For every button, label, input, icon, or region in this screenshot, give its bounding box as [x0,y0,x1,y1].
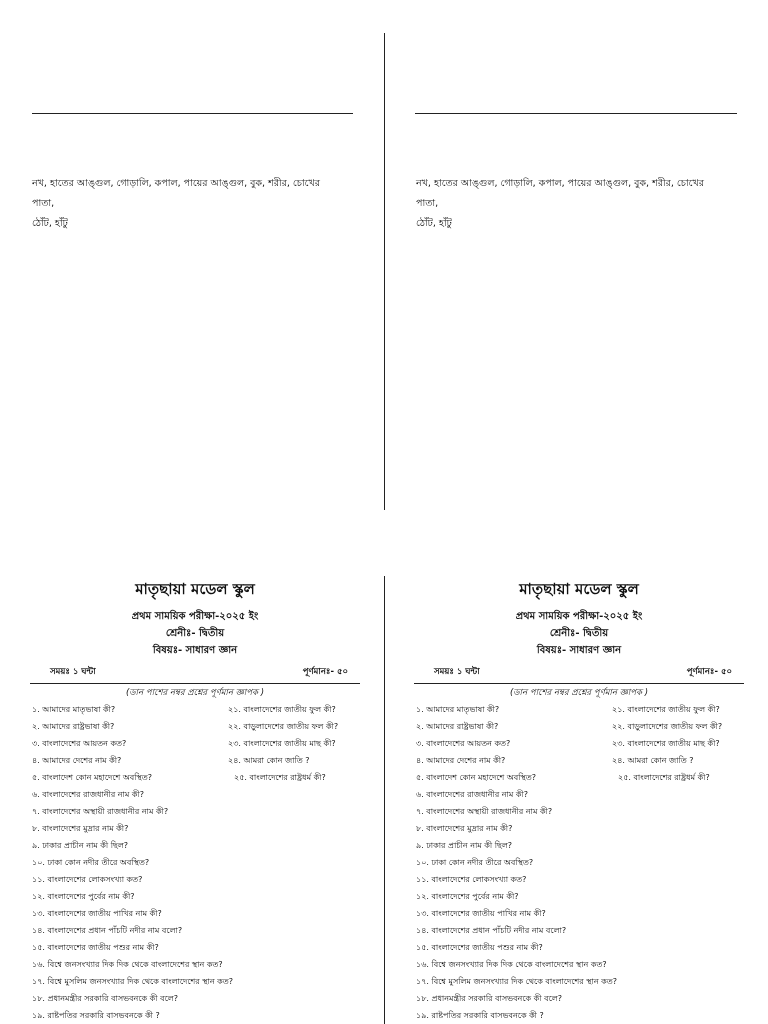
question-item: ১৬. বিশ্বে জনসংখ্যার দিক দিক থেকে বাংলাদেশের স্থান কত? [416,960,607,969]
question-item: ২৫. বাংলাদেশের রাষ্ট্রধর্ম কী? [618,773,710,782]
question-item: ৭. বাংলাদেশের অস্থায়ী রাজধানীর নাম কী? [32,807,169,816]
exam-title: প্রথম সাময়িক পরীক্ষা-২০২৫ ইং [515,611,643,622]
question-item: ১৩. বাংলাদেশের জাতীয় পাখির নাম কী? [416,909,546,918]
meta-row [30,659,360,681]
exam-title: প্রথম সাময়িক পরীক্ষা-২০২৫ ইং [131,611,259,622]
time-label: সময়ঃ ১ ঘন্টা [50,667,96,677]
question-item: ৬. বাংলাদেশের রাজধানীর নাম কী? [416,790,528,799]
question-item: ৮. বাংলাদেশের মুদ্রার নাম কী? [32,824,129,833]
marks-note: (ডান পাশের নম্বর প্রশ্নের পূর্ণমান জ্ঞাপক ) [125,688,265,698]
top-note-line1: নখ, হাতের আঙ্গুল, গোড়ালি, কপাল, পায়ের আঙ্গুল, বুক, শরীর, চোখের পাতা, [416,178,704,209]
marks-note: (ডান পাশের নম্বর প্রশ্নের পূর্ণমান জ্ঞাপক ) [509,688,649,698]
question-item: ২. আমাদের রাষ্ট্রভাষা কী? [32,722,115,731]
question-item: ১৫. বাংলাদেশের জাতীয় পশুর নাম কী? [32,943,159,952]
exam-paper-left [30,578,360,1020]
top-note-line2: ঠোঁট, হাঁটু [32,218,68,229]
question-item: ২৪. আমরা কোন জাতি ? [612,756,694,765]
time-label: সময়ঃ ১ ঘন্টা [434,667,480,677]
question-item: ২৪. আমরা কোন জাতি ? [228,756,310,765]
top-note-right [416,174,726,234]
question-item: ১২. বাংলাদেশের পুর্বের নাম কী? [416,892,519,901]
top-note-left [32,174,342,234]
class-line: শ্রেনীঃ- দ্বিতীয় [165,628,225,639]
question-item: ১১. বাংলাদেশের লোকসংখ্যা কত? [32,875,143,884]
question-item: ৩. বাংলাদেশের আয়তন কত? [416,739,511,748]
meta-row [414,659,744,681]
bottom-divider [384,576,385,1024]
question-item: ১. আমাদের মাতৃভাষা কী? [32,705,116,714]
question-item: ২২. বাড়ুলাদেশের জাতীয় ফল কী? [612,722,723,731]
question-item: ১. আমাদের মাতৃভাষা কী? [416,705,500,714]
question-item: ৩. বাংলাদেশের আয়তন কত? [32,739,127,748]
subject-line: বিষয়ঃ- সাধারণ জ্ঞান [152,645,238,656]
class-line: শ্রেনীঃ- দ্বিতীয় [549,628,609,639]
question-item: ১৩. বাংলাদেশের জাতীয় পাখির নাম কী? [32,909,162,918]
question-item: ১৫. বাংলাদেশের জাতীয় পশুর নাম কী? [416,943,543,952]
question-item: ১১. বাংলাদেশের লোকসংখ্যা কত? [416,875,527,884]
top-rule-right [415,113,737,114]
question-item: ১৬. বিশ্বে জনসংখ্যার দিক দিক থেকে বাংলাদেশের স্থান কত? [32,960,223,969]
top-rule-left [32,113,353,114]
question-item: ৪. আমাদের দেশের নাম কী? [32,756,122,765]
meta-rule [30,683,360,684]
question-item: ৫. বাংলাদেশ কোন মহাদেশে অবস্থিত? [32,773,153,782]
question-item: ৫. বাংলাদেশ কোন মহাদেশে অবস্থিত? [416,773,537,782]
question-item: ১৭. বিশ্বে মুসলিম জনসংখ্যার দিক থেকে বাংলাদেশের স্থান কত? [416,977,618,986]
question-item: ৯. ঢাকার প্রাচীন নাম কী ছিল? [416,841,513,850]
full-marks-label: পূর্ণমানঃ- ৫০ [686,667,732,677]
question-item: ২. আমাদের রাষ্ট্রভাষা কী? [416,722,499,731]
question-item: ২১. বাংলাদেশের জাতীয় ফুল কী? [612,705,720,714]
question-item: ২২. বাড়ুলাদেশের জাতীয় ফল কী? [228,722,339,731]
question-item: ১৪. বাংলাদেশের প্রধান পাঁচটি নদীর নাম বলো? [416,926,567,935]
question-item: ৪. আমাদের দেশের নাম কী? [416,756,506,765]
question-item: ১৪. বাংলাদেশের প্রধান পাঁচটি নদীর নাম বলো? [32,926,183,935]
top-divider [384,33,385,510]
question-item: ২১. বাংলাদেশের জাতীয় ফুল কী? [228,705,336,714]
top-note-line2: ঠোঁট, হাঁটু [416,218,452,229]
school-name: মাতৃছায়া মডেল স্কুল [519,580,639,598]
question-item: ৯. ঢাকার প্রাচীন নাম কী ছিল? [32,841,129,850]
question-item: ১০. ঢাকা কোন নদীর তীরে অবস্থিত? [32,858,150,867]
question-item: ২৩. বাংলাদেশের জাতীয় মাছ কী? [228,739,336,748]
meta-rule [414,683,744,684]
subject-line: বিষয়ঃ- সাধারণ জ্ঞান [536,645,622,656]
question-item: ৬. বাংলাদেশের রাজধানীর নাম কী? [32,790,144,799]
question-item: ১৮. প্রধানমন্ত্রীর সরকারি বাসভবনকে কী বলে? [32,994,178,1003]
question-item: ১৮. প্রধানমন্ত্রীর সরকারি বাসভবনকে কী বলে? [416,994,562,1003]
question-item: ১২. বাংলাদেশের পুর্বের নাম কী? [32,892,135,901]
exam-paper-right [414,578,744,1020]
question-item: ১৯. রাষ্টপতির সরকারি বাসভবনকে কী ? [32,1011,160,1020]
question-item: ২৩. বাংলাদেশের জাতীয় মাছ কী? [612,739,720,748]
school-name: মাতৃছায়া মডেল স্কুল [135,580,255,598]
question-item: ১৯. রাষ্টপতির সরকারি বাসভবনকে কী ? [416,1011,544,1020]
question-item: ১০. ঢাকা কোন নদীর তীরে অবস্থিত? [416,858,534,867]
full-marks-label: পূর্ণমানঃ- ৫০ [302,667,348,677]
question-item: ৮. বাংলাদেশের মুদ্রার নাম কী? [416,824,513,833]
top-note-line1: নখ, হাতের আঙ্গুল, গোড়ালি, কপাল, পায়ের আঙ্গুল, বুক, শরীর, চোখের পাতা, [32,178,320,209]
question-item: ৭. বাংলাদেশের অস্থায়ী রাজধানীর নাম কী? [416,807,553,816]
question-item: ১৭. বিশ্বে মুসলিম জনসংখ্যার দিক থেকে বাংলাদেশের স্থান কত? [32,977,234,986]
question-item: ২৫. বাংলাদেশের রাষ্ট্রধর্ম কী? [234,773,326,782]
